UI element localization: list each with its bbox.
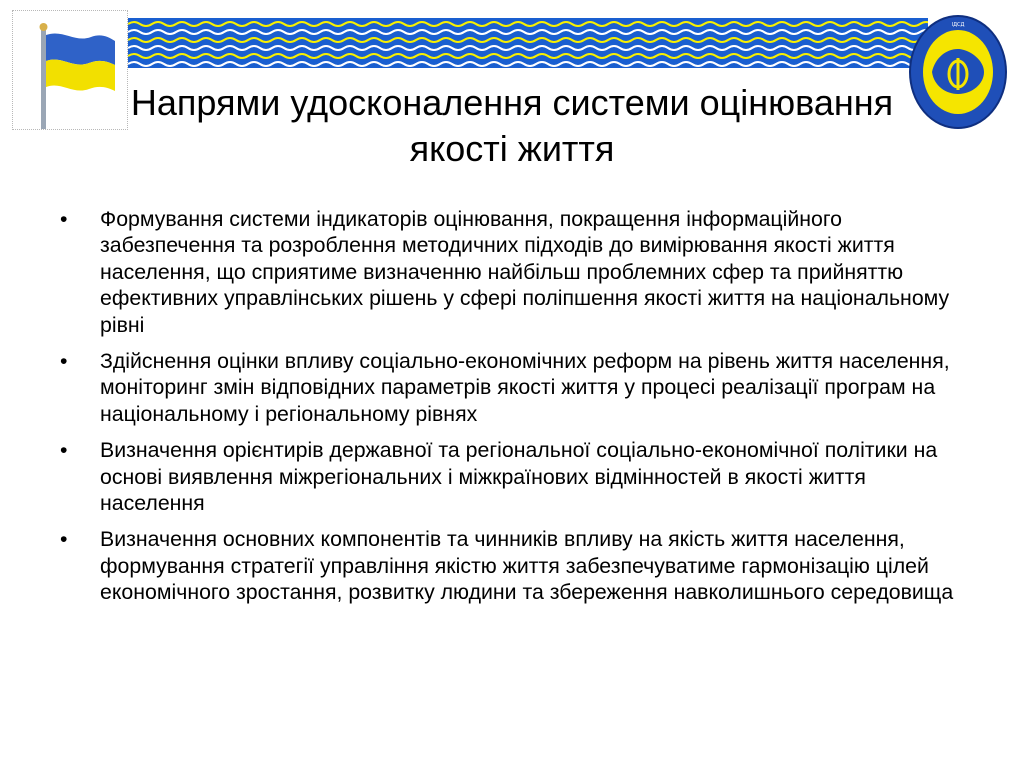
bullet-text: Визначення орієнтирів державної та регіональної соціально-економічної політики на основі виявлення міжрегіональних і міжкраїнових відмінностей в якості життя населення [100, 438, 938, 516]
slide-title [96, 80, 928, 172]
bullet-text: Визначення основних компонентів та чинників впливу на якість життя населення, формування стратегії управління якістю життя забезпечуватиме гармонізацію цілей економічного зростання, розвитку людини та збереження навколишнього середовища [100, 527, 954, 605]
bullet-marker: • [60, 349, 68, 374]
slide-title-line-1: Напрями удосконалення системи оцінювання [130, 82, 894, 123]
bullet-item [58, 526, 970, 605]
svg-text:ІДСД: ІДСД [951, 22, 965, 28]
bullet-item [58, 348, 970, 427]
bullet-item [58, 437, 970, 516]
bullet-text: Здійснення оцінки впливу соціально-економічних реформ на рівень життя населення, моніторинг змін відповідних параметрів якості життя у процесі реалізації програм на національному і регіональному рівнях [100, 349, 950, 426]
bullet-list [58, 206, 970, 616]
bullet-text: Формування системи індикаторів оцінювання, покращення інформаційного забезпечення та розроблення методичних підходів до вимірювання якості життя населення, що сприятиме визначенню найбільш проблемних сфер та прийняттю ефективних управлінських рішень у сфері поліпшення якості життя на національному рівні [100, 207, 950, 337]
wave-band-decoration [128, 18, 928, 68]
bullet-marker: • [60, 438, 68, 463]
bullet-marker: • [60, 207, 68, 231]
slide-title-line-2: якості життя [409, 128, 615, 169]
bullet-marker: • [60, 527, 68, 552]
bullet-item [58, 206, 970, 338]
